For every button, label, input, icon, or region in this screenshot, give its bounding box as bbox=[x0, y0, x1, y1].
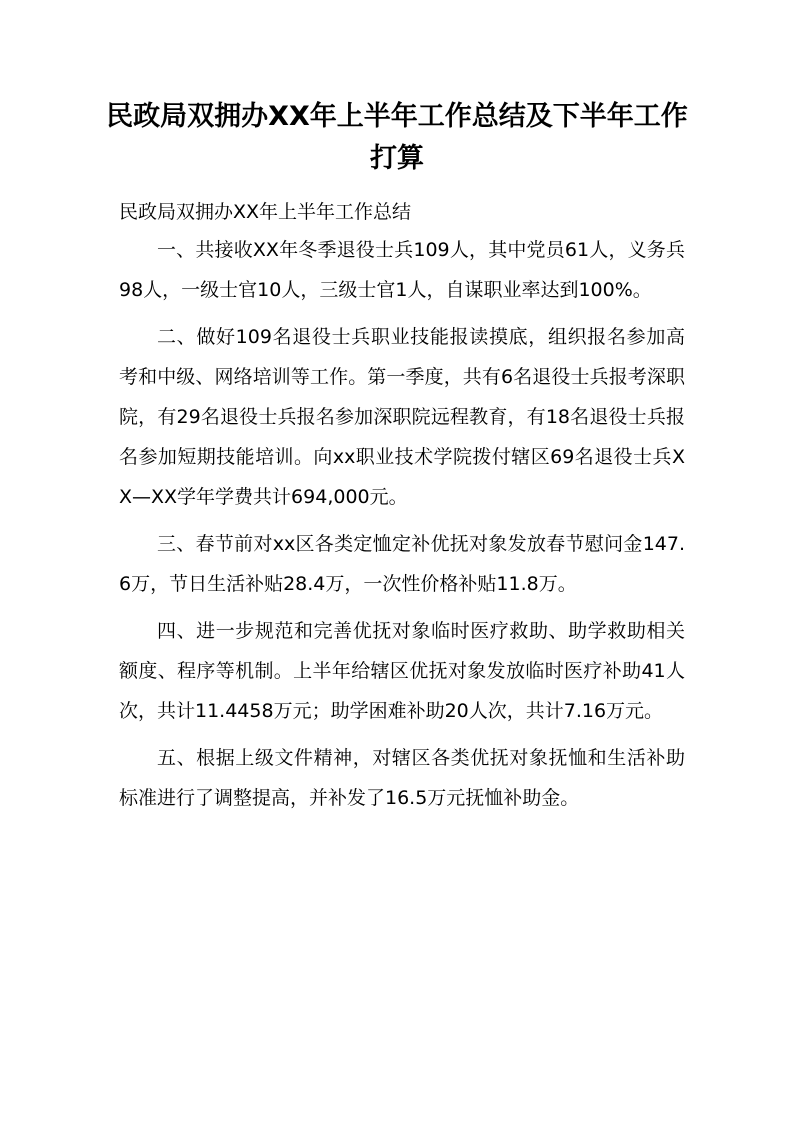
document-body bbox=[119, 230, 685, 825]
paragraph-2: 二、做好109名退役士兵职业技能报读摸底，组织报名参加高考和中级、网络培训等工作。第一季度，共有6名退役士兵报考深职院，有29名退役士兵报名参加深职院远程教育，有18名退役士兵报名参加短期技能培训。向xx职业技术学院拨付辖区69名退役士兵XX—XX学年学费共计694,000元。 bbox=[119, 326, 685, 508]
paragraph-4: 四、进一步规范和完善优抚对象临时医疗救助、助学救助相关额度、程序等机制。上半年给辖区优抚对象发放临时医疗补助41人次，共计11.4458万元；助学困难补助20人次，共计7.16万元。 bbox=[119, 620, 685, 722]
paragraph-1: 一、共接收XX年冬季退役士兵109人，其中党员61人，义务兵98人，一级士官10人，三级士官1人，自谋职业率达到100%。 bbox=[119, 239, 685, 301]
paragraph-5: 五、根据上级文件精神，对辖区各类优抚对象抚恤和生活补助标准进行了调整提高，并补发了16.5万元抚恤补助金。 bbox=[119, 747, 685, 809]
document-title: 民政局双拥办XX年上半年工作总结及下半年工作打算 bbox=[106, 101, 688, 174]
section-heading: 民政局双拥办XX年上半年工作总结 bbox=[119, 201, 412, 223]
paragraph-3: 三、春节前对xx区各类定恤定补优抚对象发放春节慰问金147.6万，节日生活补贴28.4万，一次性价格补贴11.8万。 bbox=[119, 533, 685, 595]
